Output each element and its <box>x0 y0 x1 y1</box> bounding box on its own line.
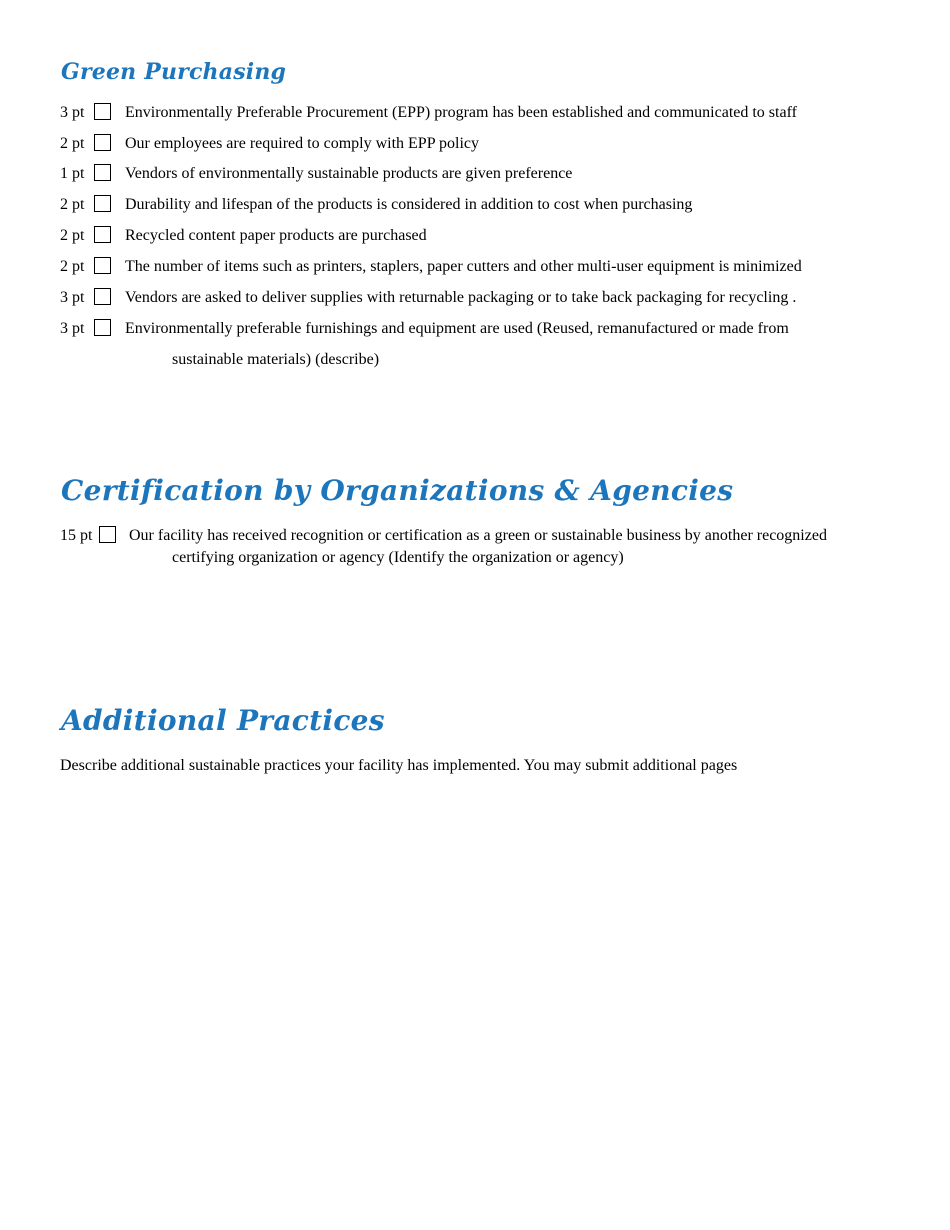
item-text: Recycled content paper products are purchased <box>125 227 427 244</box>
points-label: 2 pt <box>60 196 85 213</box>
item-text: The number of items such as printers, staplers, paper cutters and other multi-user equipment is minimized <box>125 258 802 275</box>
checkbox[interactable] <box>94 257 111 274</box>
item-text: Durability and lifespan of the products is considered in addition to cost when purchasing <box>125 196 693 213</box>
checkbox[interactable] <box>94 226 111 243</box>
points-label: 15 pt <box>60 527 93 544</box>
checkbox[interactable] <box>94 103 111 120</box>
item-text: Vendors of environmentally sustainable products are given preference <box>125 165 573 182</box>
checkbox[interactable] <box>94 134 111 151</box>
checkbox[interactable] <box>94 164 111 181</box>
points-label: 3 pt <box>60 320 85 337</box>
points-label: 3 pt <box>60 289 85 306</box>
item-text-continuation: certifying organization or agency (Identify the organization or agency) <box>172 549 624 566</box>
section-title-additional-practices: Additional Practices <box>61 704 385 737</box>
item-text: Vendors are asked to deliver supplies with returnable packaging or to take back packaging for recycling . <box>125 289 797 306</box>
item-text: Environmentally preferable furnishings and equipment are used (Reused, remanufactured or made from <box>125 320 789 337</box>
item-text: Our employees are required to comply with EPP policy <box>125 135 479 152</box>
points-label: 3 pt <box>60 104 85 121</box>
points-label: 2 pt <box>60 135 85 152</box>
item-text-continuation: sustainable materials) (describe) <box>172 351 380 368</box>
section-title-certification: Certification by Organizations & Agencies <box>61 474 734 507</box>
checkbox[interactable] <box>94 195 111 212</box>
points-label: 1 pt <box>60 165 85 182</box>
checkbox[interactable] <box>94 319 111 336</box>
checkbox[interactable] <box>94 288 111 305</box>
item-text: Our facility has received recognition or certification as a green or sustainable business by another recognized <box>129 527 827 544</box>
item-text: Environmentally Preferable Procurement (EPP) program has been established and communicated to staff <box>125 104 797 121</box>
section-title-green-purchasing: Green Purchasing <box>61 59 287 85</box>
points-label: 2 pt <box>60 258 85 275</box>
additional-practices-description: Describe additional sustainable practices your facility has implemented. You may submit additional pages <box>60 757 738 774</box>
points-label: 2 pt <box>60 227 85 244</box>
checkbox[interactable] <box>99 526 116 543</box>
